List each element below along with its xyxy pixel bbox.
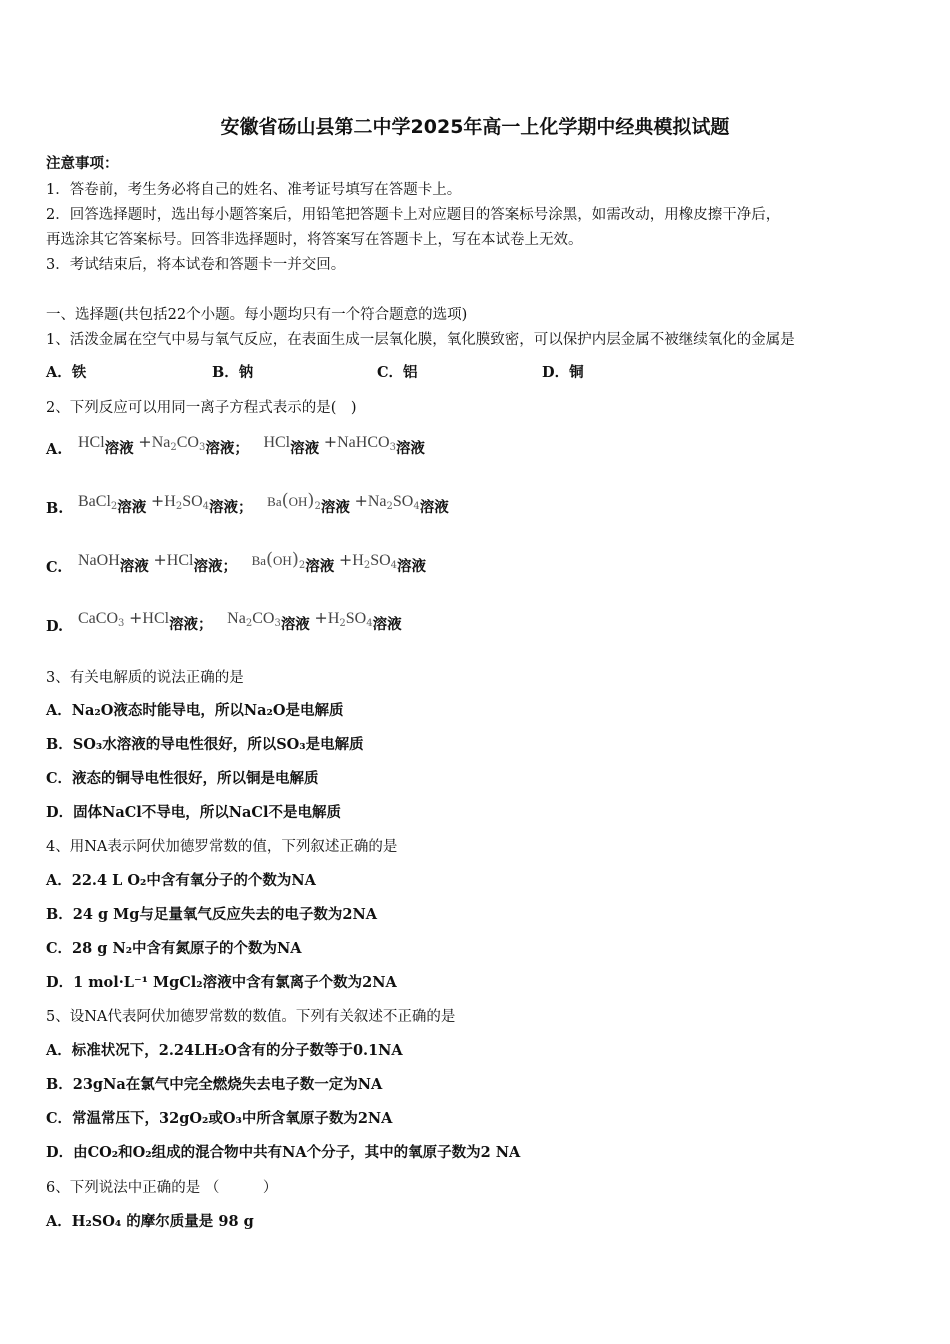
question-4-stem: 4、用NA表示阿伏加德罗常数的值，下列叙述正确的是 (46, 839, 398, 855)
q5-option-d: D．由CO₂和O₂组成的混合物中共有NA个分子，其中的氧原子数为2 NA (46, 1144, 521, 1161)
q3-option-b: B．SO₃水溶液的导电性很好，所以SO₃是电解质 (46, 736, 364, 753)
q2-option-b-formula: BaCl$_2$溶液 $+H_2SO_4$溶液； $Ba(OH)_2$溶液 $+Na_2SO_4$溶液 (78, 490, 449, 516)
q1-option-d: D．铜 (542, 364, 584, 381)
q1-option-b: B．钠 (212, 364, 254, 381)
q2-option-a-label: A. (46, 441, 63, 458)
formula-hcl: HCl (78, 434, 105, 451)
question-2-stem: 2、下列反应可以用同一离子方程式表示的是( ) (46, 400, 357, 416)
question-6-stem: 6、下列说法中正确的是 （ ） (46, 1180, 278, 1196)
q4-option-b: B．24 g Mg与足量氧气反应失去的电子数为2NA (46, 906, 377, 923)
q5-option-c: C．常温常压下，32gO₂或O₃中所含氧原子数为2NA (46, 1110, 393, 1127)
q2-option-d-label: D. (46, 618, 64, 635)
q2-option-d-formula: CaCO$_3$ +HCl溶液； $Na_2CO_3$溶液 $+H_2SO_4$溶液 (78, 608, 402, 633)
question-1-stem: 1、活泼金属在空气中易与氧气反应，在表面生成一层氧化膜，氧化膜致密，可以保护内层金属不被继续氧化的金属是 (46, 332, 795, 348)
q4-option-c: C．28 g N₂中含有氮原子的个数为NA (46, 940, 302, 957)
q3-option-d: D．固体NaCl不导电，所以NaCl不是电解质 (46, 804, 341, 821)
q2-option-c-label: C. (46, 559, 63, 576)
notice-item: 1．答卷前，考生务必将自己的姓名、准考证号填写在答题卡上。 (46, 182, 462, 198)
q5-option-b: B．23gNa在氯气中完全燃烧失去电子数一定为NA (46, 1076, 383, 1093)
q2-option-b-label: B. (46, 500, 64, 517)
q6-option-a: A．H₂SO₄ 的摩尔质量是 98 g (46, 1213, 254, 1230)
solution-label: 溶液 (104, 440, 134, 457)
q5-option-a: A．标准状况下，2.24LH₂O含有的分子数等于0.1NA (46, 1042, 403, 1059)
section-heading: 一、选择题(共包括22个小题。每小题均只有一个符合题意的选项) (46, 307, 468, 323)
q2-option-a-formula: HCl溶液 $+Na_2CO_3$溶液； HCl溶液 +NaHCO$_3$溶液 (78, 432, 425, 457)
q4-option-d: D．1 mol·L⁻¹ MgCl₂溶液中含有氯离子个数为2NA (46, 974, 397, 991)
notice-item: 再选涂其它答案标号。回答非选择题时，将答案写在答题卡上，写在本试卷上无效。 (46, 232, 583, 248)
question-3-stem: 3、有关电解质的说法正确的是 (46, 670, 244, 686)
q3-option-a: A．Na₂O液态时能导电，所以Na₂O是电解质 (46, 702, 344, 719)
notice-item: 3．考试结束后，将本试卷和答题卡一并交回。 (46, 257, 346, 273)
q1-option-a: A．铁 (46, 364, 87, 381)
q3-option-c: C．液态的铜导电性很好，所以铜是电解质 (46, 770, 319, 787)
exam-title: 安徽省砀山县第二中学2025年高一上化学期中经典模拟试题 (220, 116, 730, 138)
q1-option-c: C．铝 (377, 364, 418, 381)
notice-heading: 注意事项： (46, 155, 119, 172)
q4-option-a: A．22.4 L O₂中含有氧分子的个数为NA (46, 872, 316, 889)
notice-item: 2．回答选择题时，选出每小题答案后，用铅笔把答题卡上对应题目的答案标号涂黑，如需改动，用橡皮擦干净后， (46, 207, 781, 223)
q2-option-c-formula: NaOH溶液 +HCl溶液； $Ba(OH)_2$溶液 $+H_2SO_4$溶液 (78, 549, 427, 575)
question-5-stem: 5、设NA代表阿伏加德罗常数的数值。下列有关叙述不正确的是 (46, 1009, 456, 1025)
